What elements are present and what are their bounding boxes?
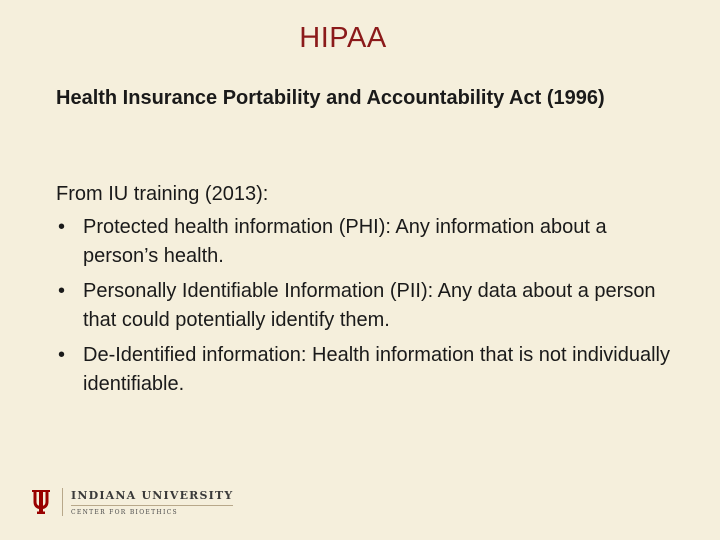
- bullet-icon: •: [58, 280, 66, 302]
- university-name: INDIANA UNIVERSITY: [71, 489, 233, 506]
- intro-text: From IU training (2013):: [56, 183, 269, 205]
- bullet-text: Protected health information (PHI): Any information about a person’s health.: [83, 216, 607, 267]
- list-item: [56, 277, 676, 335]
- bullet-icon: •: [58, 344, 66, 366]
- footer-logo: [30, 486, 233, 518]
- bullet-text: De-Identified information: Health information that is not individually identifiable.: [83, 344, 670, 395]
- iu-trident-icon: [30, 487, 52, 517]
- center-name: CENTER FOR BIOETHICS: [71, 508, 178, 516]
- list-item: [56, 213, 676, 271]
- slide-subtitle: Health Insurance Portability and Accountability Act (1996): [56, 87, 605, 109]
- logo-divider: [62, 488, 63, 516]
- slide-title: HIPAA: [299, 22, 387, 54]
- logo-text: [71, 489, 233, 516]
- bullet-icon: •: [58, 216, 66, 238]
- bullet-list: [56, 213, 676, 405]
- list-item: [56, 341, 676, 399]
- bullet-text: Personally Identifiable Information (PII): Any data about a person that could potentially identify them.: [83, 280, 656, 331]
